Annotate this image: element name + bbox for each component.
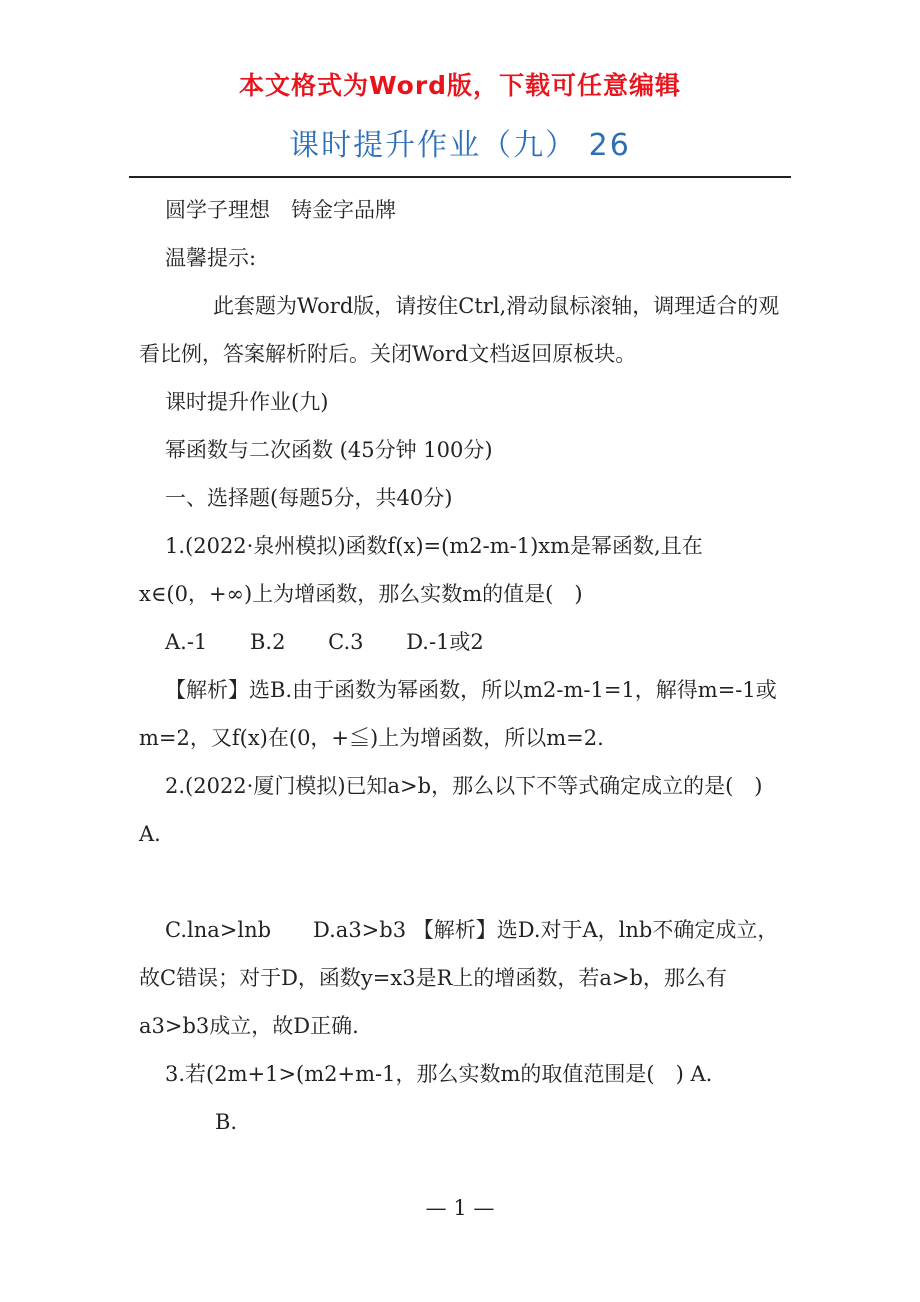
subject-line: 幂函数与二次函数 (45分钟 100分) <box>165 438 493 462</box>
question-2-answer: C.lna>lnb D.a3>b3 【解析】选D.对于A，lnb不确定成立，故C错误；对于D，函数y=x3是R上的增函数，若a>b，那么有a3>b3成立，故D正确. <box>139 918 779 1038</box>
option-c: C.3 <box>328 630 364 654</box>
option-a: A.-1 <box>165 630 208 654</box>
slogan: 圆学子理想 铸金字品牌 <box>165 198 396 222</box>
option-b: B.2 <box>250 630 286 654</box>
question-2: 2.(2022·厦门模拟)已知a>b，那么以下不等式确定成立的是( ) A. <box>139 774 763 846</box>
question-1: 1.(2022·泉州模拟)函数f(x)=(m2-m-1)xm是幂函数,且在x∈(0，+∞)上为增函数，那么实数m的值是( ) <box>139 534 703 606</box>
title-divider <box>129 176 791 178</box>
blank-gap <box>139 858 781 906</box>
question-3-option-b: B. <box>215 1110 238 1134</box>
tip-text: 此套题为Word版，请按住Ctrl,滑动鼠标滚轴，调理适合的观看比例，答案解析附后。关闭Word文档返回原板块。 <box>139 294 780 366</box>
part-heading: 一、选择题(每题5分，共40分) <box>165 486 453 510</box>
document-title: 课时提升作业（九） 26 <box>289 128 631 163</box>
document-body <box>139 186 781 1146</box>
question-3: 3.若(2m+1>(m2+m-1，那么实数m的取值范围是( ) A. <box>165 1062 713 1086</box>
option-d: D.-1或2 <box>406 630 484 654</box>
download-banner: 本文格式为Word版，下载可任意编辑 <box>238 71 682 100</box>
question-1-answer: 【解析】选B.由于函数为幂函数，所以m2-m-1=1，解得m=-1或m=2，又f(x)在(0，+≦)上为增函数，所以m=2. <box>139 678 777 750</box>
question-1-options <box>139 618 781 666</box>
page-number: — 1 — <box>425 1196 495 1220</box>
tip-label: 温馨提示: <box>165 246 257 270</box>
section-title: 课时提升作业(九) <box>165 390 329 414</box>
